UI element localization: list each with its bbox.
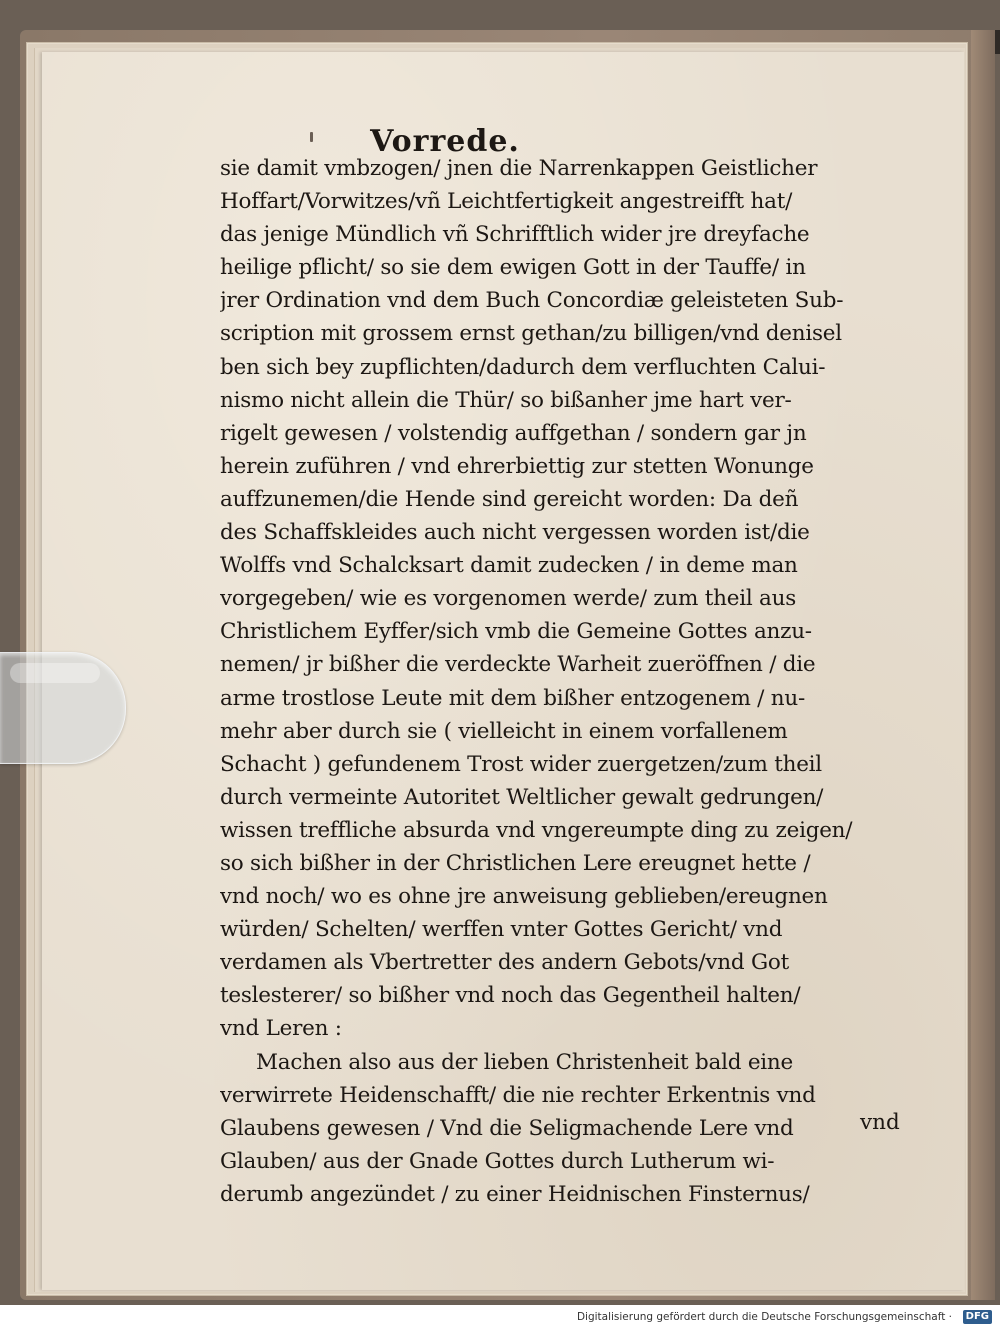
text-line: herein zuführen / vnd ehrerbiettig zur stetten Wonunge [220,453,814,479]
text-line: vnd noch/ wo es ohne jre anweisung geblieben/ereugnen [220,884,828,910]
text-line: des Schaffskleides auch nicht vergessen worden ist/die [220,520,810,546]
text-line: wissen treffliche absurda vnd vngereumpte ding zu zeigen/ [220,817,853,843]
text-line: Schacht ) gefundenem Trost wider zuergetzen/zum theil [220,751,822,777]
catchword: vnd [860,1110,900,1135]
text-line: ben sich bey zupflichten/dadurch dem verfluchten Calui- [220,354,826,380]
dfg-logo-icon: DFG [963,1310,992,1324]
text-line: Hoffart/Vorwitzes/vñ Leichtfertigkeit angestreifft hat/ [220,189,793,215]
running-header: Vorrede. [370,124,520,159]
text-line: verdamen als Vbertretter des andern Gebots/vnd Got [220,950,789,976]
text-line: heilige pflicht/ so sie dem ewigen Gott in der Tauffe/ in [220,255,806,281]
text-line: arme trostlose Leute mit dem bißher entzogenem / nu- [220,685,805,711]
text-line: sie damit vmbzogen/ jnen die Narrenkappen Geistlicher [220,156,818,181]
text-line: auffzunemen/die Hende sind gereicht worden: Da deñ [220,486,799,512]
text-line: Glaubens gewesen / Vnd die Seligmachende Lere vnd [220,1115,794,1141]
text-line: würden/ Schelten/ werffen vnter Gottes Gericht/ vnd [220,917,783,943]
text-line: derumb angezündet / zu einer Heidnischen Finsternus/ [220,1181,810,1207]
text-line: scription mit grossem ernst gethan/zu billigen/vnd denisel [220,321,842,347]
text-line: nismo nicht allein die Thür/ so bißanher jme hart ver- [220,387,792,413]
text-line: vorgegeben/ wie es vorgenomen werde/ zum theil aus [220,586,796,612]
text-line: rigelt gewesen / volstendig auffgethan / sondern gar jn [220,420,807,446]
text-line-paragraph-start: Machen also aus der lieben Christenheit bald eine [256,1049,793,1075]
plastic-clip [0,652,126,764]
text-line: Wolffs vnd Schalcksart damit zudecken / in deme man [220,553,798,579]
clip-shine [10,663,100,683]
text-line: vnd Leren : [220,1016,342,1042]
text-line: teslesterer/ so bißher vnd noch das Gegentheil halten/ [220,983,801,1009]
text-line: Glauben/ aus der Gnade Gottes durch Lutherum wi- [220,1148,775,1174]
text-line: jrer Ordination vnd dem Buch Concordiæ geleisteten Sub- [220,288,844,314]
text-line: das jenige Mündlich vñ Schrifftlich wider jre dreyfache [220,222,810,248]
footer-bar [0,1305,1000,1330]
text-line: Christlichem Eyffer/sich vmb die Gemeine Gottes anzu- [220,619,812,645]
text-line: so sich bißher in der Christlichen Lere ereugnet hette / [220,850,811,876]
text-line: durch vermeinte Autoritet Weltlicher gewalt gedrungen/ [220,784,824,810]
text-line: verwirrete Heidenschafft/ die nie rechter Erkentnis vnd [220,1082,816,1108]
text-line: nemen/ jr bißher die verdeckte Warheit zueröffnen / die [220,652,816,678]
text-line: mehr aber durch sie ( vielleicht in einem vorfallenem [220,718,788,744]
body-text [220,152,920,1211]
funding-notice: Digitalisierung gefördert durch die Deutsche Forschungsgemeinschaft · [576,1311,952,1323]
cover-edge [971,30,995,1300]
